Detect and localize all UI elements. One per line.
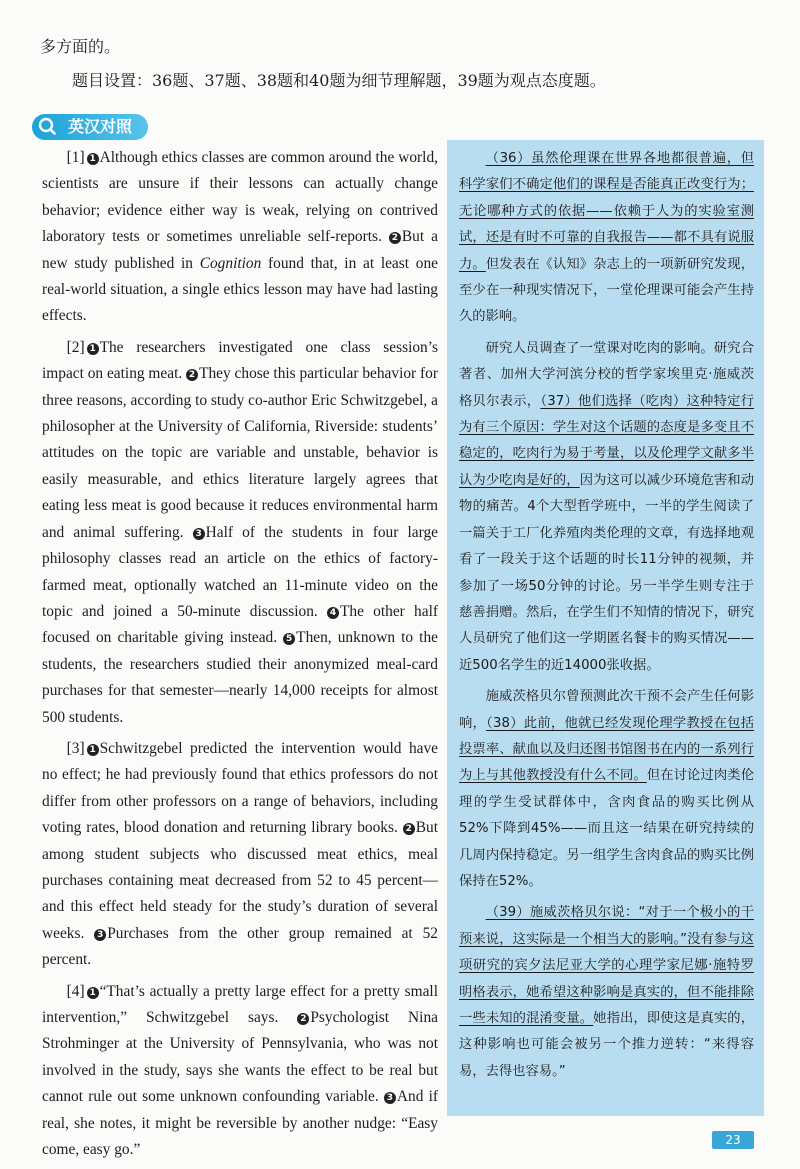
sentence-marker-1: 1: [87, 744, 99, 756]
paragraph-number: [4]: [66, 982, 85, 1000]
sentence: And if real, she notes, it might be reversible by another nudge: “Easy come, easy go.”: [42, 1088, 438, 1159]
sentence: Half of the students in four large philosophy classes read an article on the ethics of factory-farmed meat, optionally watched an 11-minute video on the topic and joined a 50-minute discussion.: [42, 523, 438, 620]
underlined-answer-text: （38）此前，他就已经发现伦理学教授在包括投票率、献血以及归还图书馆图书在内的一系列行为上与其他教授没有什么不同。: [459, 715, 754, 784]
translation-text: 因为这可以减少环境危害和动物的痛苦。4个大型哲学班中，一半的学生阅读了一篇关于工厂化养殖肉类伦理的文章，有选择地观看了一段关于这个话题的时长11分钟的视频，并参加了一场50分钟的讨论。另一半学生则专注于慈善捐赠。然后，在学生们不知情的情况下，研究人员研究了他们这一学期匿名餐卡的购买情况——近500名学生的近14000张收据。: [459, 472, 755, 673]
english-paragraph-3: [42, 736, 438, 974]
section-title: 英汉对照: [68, 117, 133, 136]
sentence: Purchases from the other group remained at 52 percent.: [42, 924, 438, 969]
chinese-paragraph-3: [459, 684, 754, 895]
sentence: found that, in at least one real-world situation, a single ethics lesson may have had lasting effects.: [42, 254, 438, 325]
english-passage: [42, 145, 438, 1168]
sentence: “That’s actually a pretty large effect for a pretty small intervention,” Schwitzgebel says.: [42, 982, 438, 1026]
sentence-marker-2: 2: [389, 232, 401, 244]
sentence-marker-4: 4: [327, 607, 339, 619]
sentence-marker-1: 1: [87, 153, 99, 165]
underlined-answer-text: （36）虽然伦理课在世界各地都很普遍，但科学家们不确定他们的课程是否能真正改变行为；无论哪种方式的依据——依赖于人为的实验室测试，还是有时不可靠的自我报告——都不具有说服力。: [459, 151, 754, 272]
translation-text: 但在讨论过肉类伦理的学生受试群体中，含肉食品的购买比例从52%下降到45%——而且这一结果在研究持续的几周内保持稳定。另一组学生含肉食品的购买比例保持在52%。: [459, 768, 755, 889]
paragraph-number: [1]: [66, 149, 85, 166]
sentence: The researchers investigated one class session’s impact on eating meat.: [42, 338, 438, 383]
sentence-marker-2: 2: [186, 369, 198, 381]
question-setup-note: 题目设置：36题、37题、38题和40题为细节理解题，39题为观点态度题。: [72, 71, 606, 90]
sentence-marker-1: 1: [87, 343, 99, 355]
chinese-paragraph-1: [459, 146, 754, 331]
sentence-marker-2: 2: [297, 1013, 309, 1025]
chinese-translation-panel: [447, 140, 764, 1116]
sentence: Although ethics classes are common around the world, scientists are unsure if their lessons can actually change behavior; evidence either way is weak, relying on contrived laboratory tests or sometimes unreliable self-reports.: [42, 149, 438, 246]
translation-text: 研究人员调查了一堂课对吃肉的影响。研究合著者、加州大学河滨分校的哲学家埃里克·施威茨格贝尔表示，: [459, 340, 754, 409]
translation-text: 但发表在《认知》杂志上的一项新研究发现，至少在一种现实情况下，一堂伦理课可能会产生持久的影响。: [459, 256, 755, 325]
sentence-marker-1: 1: [87, 987, 99, 999]
english-paragraph-1: [42, 145, 438, 330]
sentence-marker-5: 5: [283, 633, 295, 645]
sentence-marker-2: 2: [403, 823, 415, 835]
chinese-paragraph-2: [459, 336, 754, 679]
sentence: Schwitzgebel predicted the intervention would have no effect; he had previously found that ethics professors do not differ from other professors on a range of behaviors, including voting rates, blood donation and returning library books.: [42, 739, 438, 837]
chinese-paragraph-4: [459, 900, 754, 1085]
paragraph-number: [2]: [66, 338, 85, 356]
sentence: Psychologist Nina Strohminger at the University of Pennsylvania, who was not involved in the study, says she wants the effect to be real but cannot rule out some unknown confounding variable.: [42, 1009, 438, 1106]
section-title-badge: [32, 114, 148, 140]
sentence: But among student subjects who discussed meat ethics, meal purchases containing meat decreased from 52 to 45 percent—and this effect held steady for the study’s duration of several weeks.: [42, 819, 438, 942]
paragraph-number: [3]: [66, 739, 85, 757]
underlined-answer-text: （39）施威茨格贝尔说：“对于一个极小的干预来说，这实际是一个相当大的影响。”没有参与这项研究的宾夕法尼亚大学的心理学家尼娜·施特罗明格表示，她希望这种影响是真实的，但不能排除一些未知的混淆变量。: [459, 905, 754, 1026]
english-paragraph-2: [42, 335, 438, 731]
sentence: Then, unknown to the students, the researchers studied their anonymized meal-card purchases for that semester—nearly 14,000 receipts for almost 500 students.: [42, 629, 438, 726]
search-magnifier-icon: [38, 117, 56, 135]
underlined-answer-text: （37）他们选择（吃肉）这种特定行为有三个原因：学生对这个话题的态度是多变且不稳定的，吃肉行为易于考量，以及伦理学文献多半认为少吃肉是好的，: [459, 393, 754, 488]
english-paragraph-4: [42, 979, 438, 1164]
sentence-marker-3: 3: [94, 929, 106, 941]
sentence: They chose this particular behavior for three reasons, according to study co-author Eric Schwitzgebel, a philosopher at the University of California, Riverside: students’ attitudes on the topic are variable and unstable, behavior is easily measurable, and ethics literature largely agrees that eating less meat is good because it reduces environmental harm and animal suffering.: [42, 365, 438, 541]
preceding-text-line: 多方面的。: [40, 37, 121, 56]
sentence-marker-3: 3: [384, 1092, 396, 1104]
sentence: But a new study published in: [42, 228, 438, 272]
sentence: The other half focused on charitable giving instead.: [42, 602, 438, 647]
translation-text: 她指出，即使这是真实的，这种影响也可能会被另一个推力逆转：“来得容易，去得也容易。”: [459, 1011, 755, 1079]
sentence-marker-3: 3: [193, 528, 205, 540]
page-number: 23: [712, 1131, 754, 1149]
translation-text: 施威茨格贝尔曾预测此次干预不会产生任何影响，: [459, 689, 754, 731]
journal-name: Cognition: [199, 254, 262, 272]
